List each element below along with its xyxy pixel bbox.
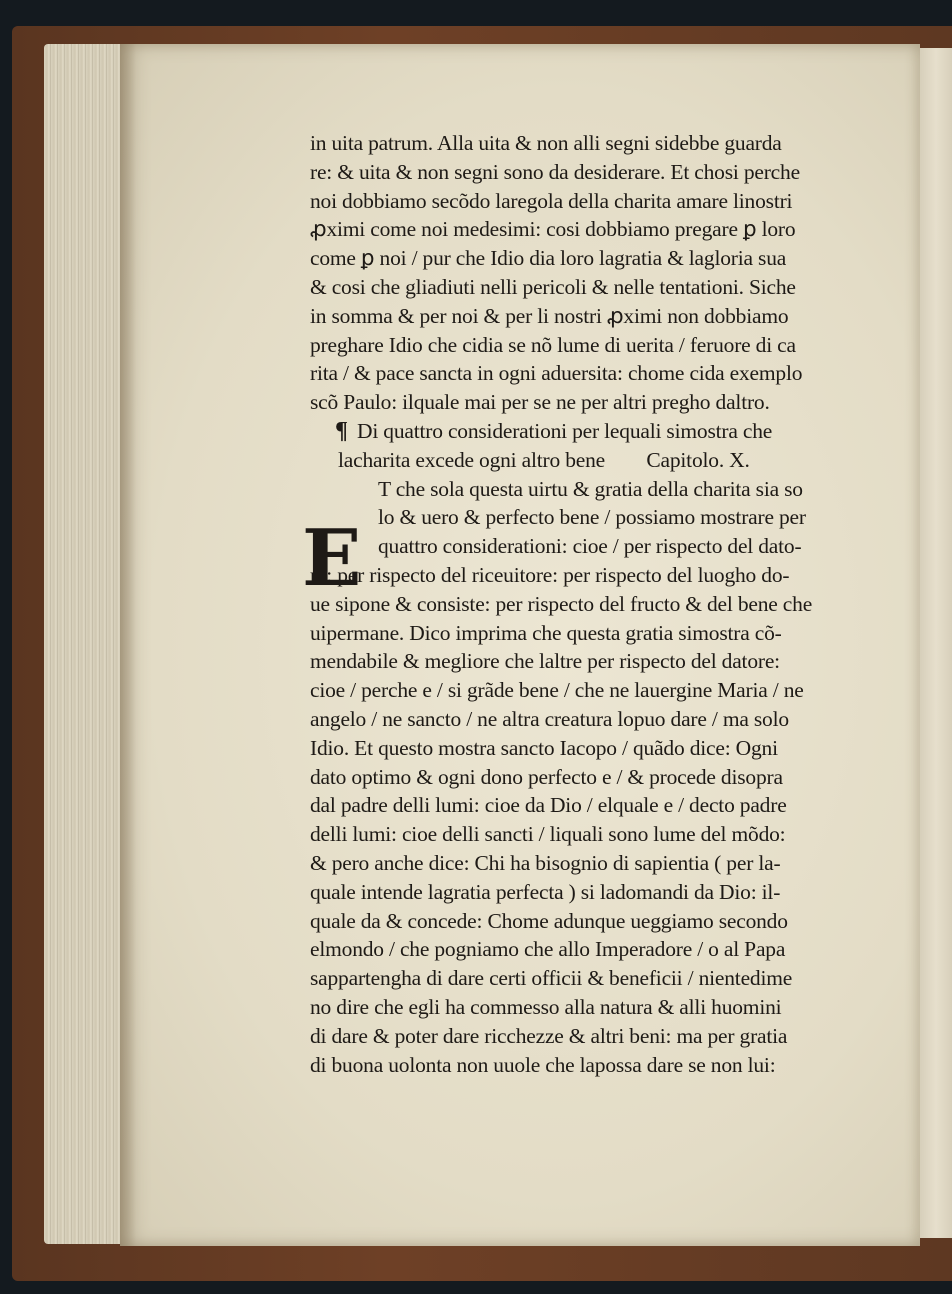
text-line: preghare Idio che cidia se nõ lume di uerita / feruore di ca [310,332,796,357]
drop-cap-initial: E [302,513,362,604]
body-paragraph [310,561,860,1079]
page-gutter [120,44,136,1246]
text-line: di buona uolonta non uuole che lapossa dare se non lui: [310,1052,776,1077]
text-line: come ꝑ noi / pur che Idio dia loro lagratia & lagloria sua [310,246,787,271]
text-line: uipermane. Dico imprima che questa gratia simostra cõ- [310,620,782,645]
heading-line: lacharita excede ogni altro bene Capitolo. X. [338,447,750,472]
text-line: scõ Paulo: ilquale mai per se ne per altri pregho daltro. [310,390,770,415]
text-line: & pero anche dice: Chi ha bisognio di sapientia ( per la- [310,850,781,875]
text-line: Idio. Et questo mostra sancto Iacopo / quãdo dice: Ogni [310,735,778,760]
text-line: rita / & pace sancta in ogni aduersita: chome cida exemplo [310,361,803,386]
text-line: T che sola questa uirtu & gratia della charita sia so [378,476,803,501]
chapter-heading [310,417,860,475]
text-line: mendabile & megliore che laltre per rispecto del datore: [310,649,780,674]
text-line: ꝓximi come noi medesimi: cosi dobbiamo pregare ꝑ loro [310,217,796,242]
text-line: & cosi che gliadiuti nelli pericoli & nelle tentationi. Siche [310,274,796,299]
text-line: noi dobbiamo secõdo laregola della charita amare linostri [310,188,793,213]
text-line: ue sipone & consiste: per rispecto del fructo & del bene che [310,591,813,616]
text-line: quattro considerationi: cioe / per rispecto del dato- [378,534,802,559]
text-line: quale intende lagratia perfecta ) si ladomandi da Dio: il- [310,879,781,904]
heading-text: Di quattro considerationi per lequali simostra che [357,418,773,443]
text-line: dal padre delli lumi: cioe da Dio / elquale e / decto padre [310,793,787,818]
text-line: elmondo / che pogniamo che allo Imperadore / o al Papa [310,937,786,962]
text-line: dato optimo & ogni dono perfecto e / & procede disopra [310,764,783,789]
text-line: delli lumi: cioe delli sancti / liquali sono lume del mõdo: [310,822,786,847]
text-line: lo & uero & perfecto bene / possiamo mostrare per [378,505,806,530]
page-stack-edges [44,44,124,1244]
text-line: cioe / perche e / si grãde bene / che ne lauergine Maria / ne [310,678,804,703]
text-line: angelo / ne sancto / ne altra creatura lopuo dare / ma solo [310,706,789,731]
book-page [120,44,920,1246]
text-line: no dire che egli ha commesso alla natura & alli huomini [310,994,782,1019]
text-line: re: per rispecto del riceuitore: per rispecto del luogho do- [310,562,790,587]
text-line: in somma & per noi & per li nostri ꝓximi non dobbiamo [310,303,789,328]
text-line: quale da & concede: Chome adunque ueggiamo secondo [310,908,788,933]
pilcrow-mark: ¶ [335,417,348,444]
drop-cap-lines [310,475,860,561]
heading-line [310,417,860,446]
text-line: re: & uita & non segni sono da desiderare. Et chosi perche [310,159,800,184]
text-block [302,129,860,1079]
text-line: in uita patrum. Alla uita & non alli segni sidebbe guarda [310,131,782,155]
intro-paragraph [310,129,860,417]
text-line: sappartengha di dare certi officii & beneficii / nientedime [310,966,793,991]
text-line: di dare & poter dare ricchezze & altri beni: ma per gratia [310,1023,788,1048]
